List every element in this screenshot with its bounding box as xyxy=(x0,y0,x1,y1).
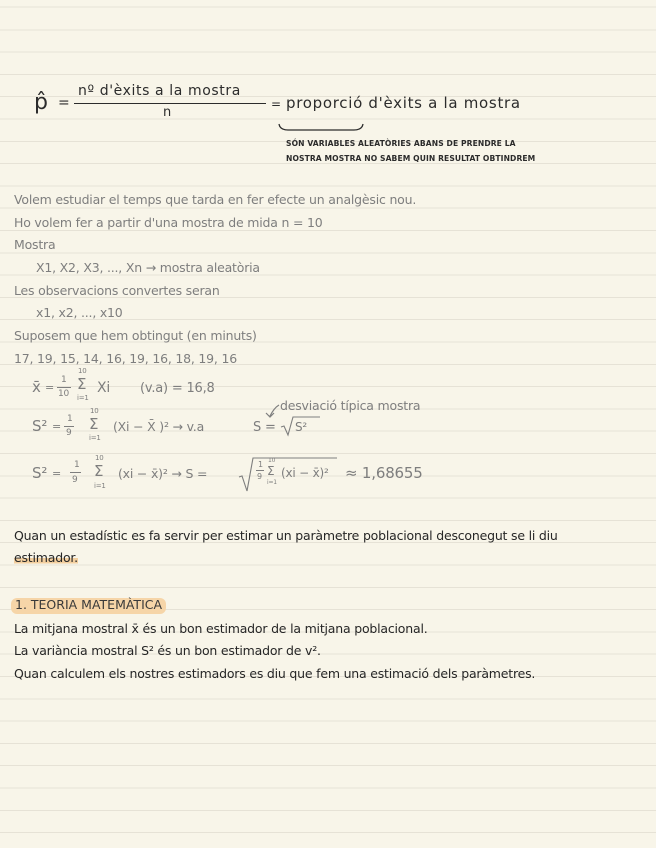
notes-line-7: Suposem que hem obtingut (en minuts) xyxy=(14,328,257,343)
sqrt-sum-bottom: i=1 xyxy=(267,479,277,486)
rhs-text: proporció d'èxits a la mostra xyxy=(286,94,521,112)
sum1-bottom: i=1 xyxy=(77,394,89,402)
estimador-word: estimador. xyxy=(14,550,78,565)
approx-value: ≈ 1,68655 xyxy=(345,464,423,482)
estimador-definition: Quan un estadístic es fa servir per estimar un paràmetre poblacional desconegut se li diu xyxy=(14,528,558,543)
sqrt-sum-top: 10 xyxy=(268,457,276,464)
equals-sign-2: = xyxy=(271,97,282,111)
xbar-value: (v.a) = 16,8 xyxy=(140,381,215,396)
notes-line-6: x1, x2, ..., x10 xyxy=(36,305,123,320)
s2-symbol: S² xyxy=(32,417,48,435)
sum2-top: 10 xyxy=(90,407,99,415)
notes-line-2: Ho volem fer a partir d'una mostra de mida n = 10 xyxy=(14,215,323,230)
sqrt-s2: S² xyxy=(295,420,308,434)
sqrt-sigma: Σ xyxy=(267,464,275,478)
notes-line-4: X1, X2, X3, ..., Xn → mostra aleatòria xyxy=(36,260,260,275)
frac1-bar xyxy=(57,387,71,388)
s-equals: S = xyxy=(253,420,276,435)
arrow-to-s xyxy=(264,404,282,420)
note-line-1: SÓN VARIABLES ALEATÒRIES ABANS DE PRENDRE LA xyxy=(286,139,516,148)
s2b-body: (xi − x̄)² → S = xyxy=(118,466,208,481)
s2b-symbol: S² xyxy=(32,464,48,482)
sqrt-frac-den: 9 xyxy=(257,472,262,481)
equals-sign: = xyxy=(58,95,70,111)
s2-equals: = xyxy=(52,420,62,433)
p-hat-symbol: p̂ xyxy=(34,90,48,115)
frac1-den: 10 xyxy=(58,389,70,399)
frac3-bar xyxy=(70,472,81,473)
section-line-2: La variància mostral S² és un bon estimador de v². xyxy=(14,643,321,658)
sum1-top: 10 xyxy=(78,367,87,375)
frac2-num: 1 xyxy=(67,414,73,424)
frac3-den: 9 xyxy=(72,475,78,485)
sigma-3: Σ xyxy=(94,462,104,480)
section-line-3: Quan calculem els nostres estimadors es diu que fem una estimació dels paràmetres. xyxy=(14,666,536,681)
sqrt-frac-bar xyxy=(256,470,264,471)
xbar-symbol: x̄ xyxy=(32,378,41,396)
fraction-denominator: n xyxy=(163,105,172,120)
s2b-equals: = xyxy=(52,467,62,480)
xi-symbol: Xi xyxy=(97,380,111,396)
s2-body: (Xi − X̄ )² → v.a xyxy=(113,419,205,434)
sum2-bottom: i=1 xyxy=(89,434,101,442)
sigma-2: Σ xyxy=(89,415,99,433)
note-line-2: NOSTRA MOSTRA NO SABEM QUIN RESULTAT OBTINDREM xyxy=(286,154,536,163)
notes-line-1: Volem estudiar el temps que tarda en fer efecte un analgèsic nou. xyxy=(14,192,417,207)
xbar-equals: = xyxy=(45,381,55,394)
frac3-num: 1 xyxy=(74,460,80,470)
fraction-numerator: nº d'èxits a la mostra xyxy=(78,83,241,99)
desviacio-label: desviació típica mostra xyxy=(280,398,421,413)
frac2-den: 9 xyxy=(66,428,72,438)
sqrt-frac-num: 1 xyxy=(258,460,263,469)
sum3-bottom: i=1 xyxy=(94,482,106,490)
frac1-num: 1 xyxy=(61,375,67,385)
section-heading: 1. TEORIA MATEMÀTICA xyxy=(11,598,166,614)
section-line-1: La mitjana mostral x̄ és un bon estimador de la mitjana poblacional. xyxy=(14,621,428,636)
notes-line-5: Les observacions convertes seran xyxy=(14,283,220,298)
sum3-top: 10 xyxy=(95,454,104,462)
sqrt-body: (xi − x̄)² xyxy=(281,466,329,480)
notes-line-8: 17, 19, 15, 14, 16, 19, 16, 18, 19, 16 xyxy=(14,351,237,366)
sigma-1: Σ xyxy=(77,375,87,393)
notes-line-3: Mostra xyxy=(14,237,56,252)
underbrace xyxy=(278,122,364,134)
frac2-bar xyxy=(64,426,74,427)
